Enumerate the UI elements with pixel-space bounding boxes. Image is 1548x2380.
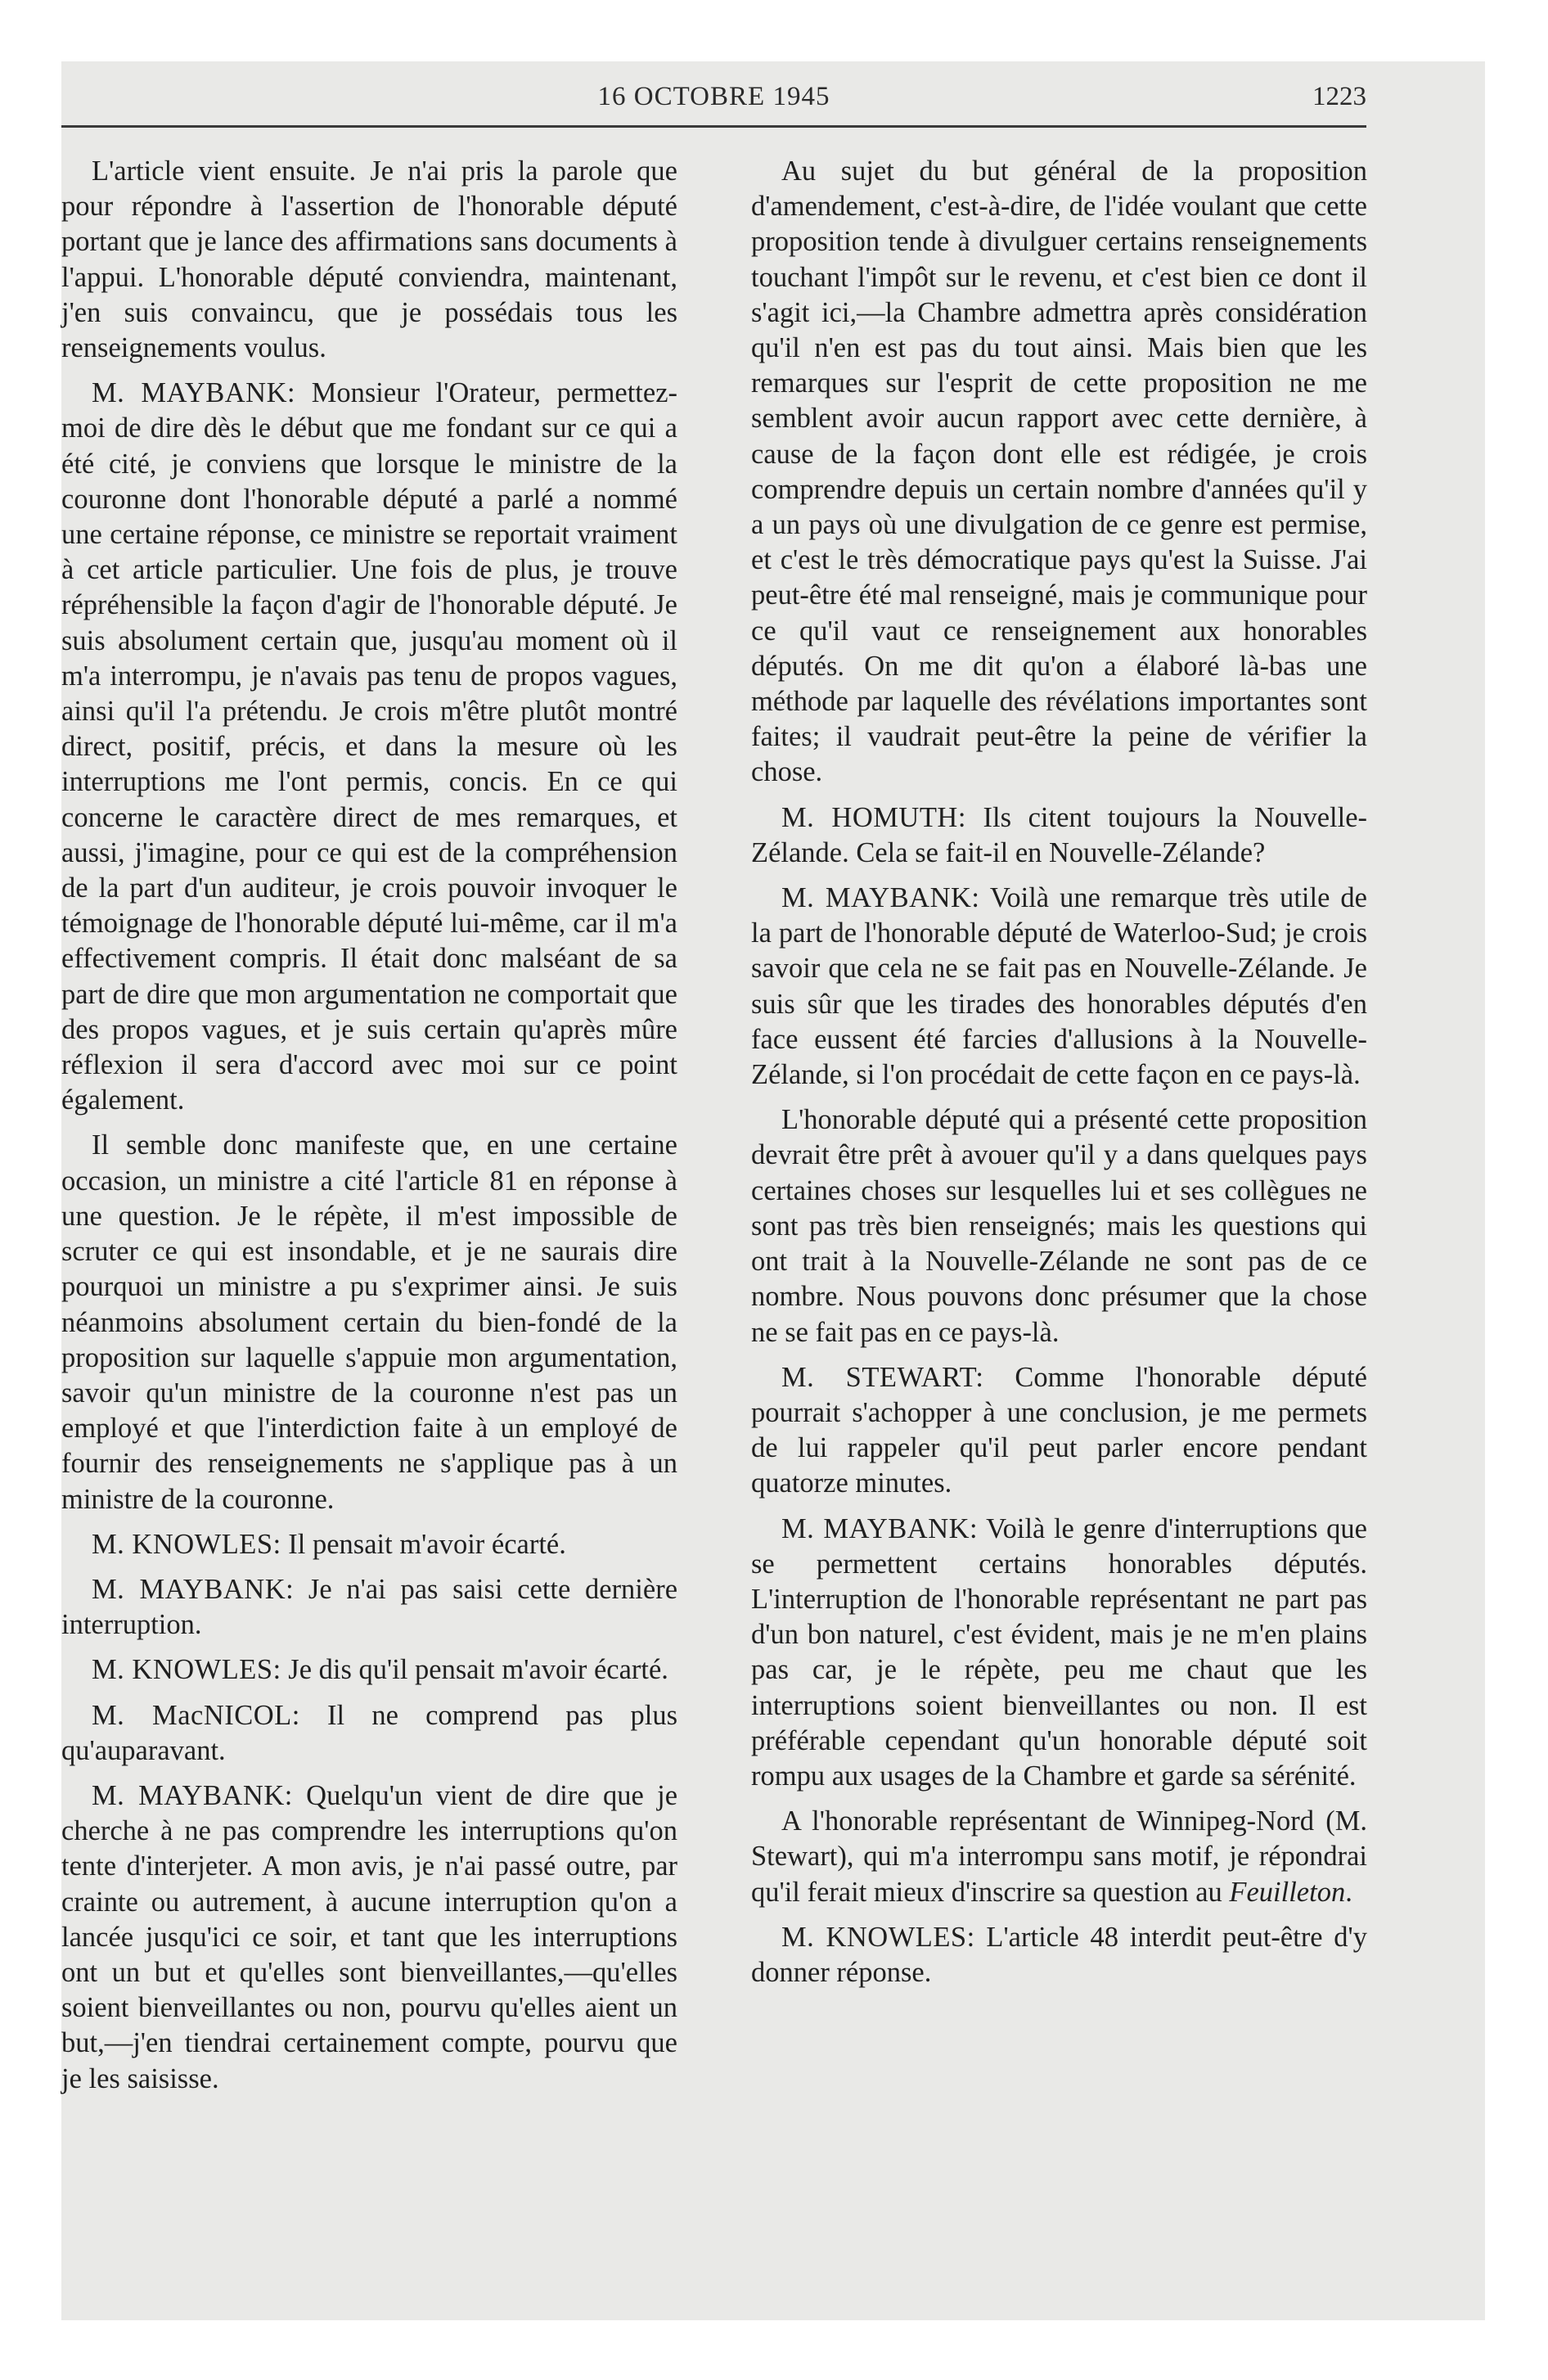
page-header <box>61 82 1366 131</box>
paragraph-text-tail: . <box>1345 1876 1352 1908</box>
paragraph-text: Au sujet du but général de la proposition d'amendement, c'est-à-dire, de l'idée voulant que cette proposition tende à divulguer certains renseignements touchant l'impôt sur le revenu, et c'est bien ce dont il s'agit ici,—la Chambre admettra après considération qu'il n'en est pas du tout ainsi. Mais bien que les remarques sur l'esprit de cette proposition ne me semblent avoir aucun rapport avec cette dernière, à cause de la façon dont elle est rédigée, je crois comprendre depuis un certain nombre d'années qu'il y a un pays où une divulgation de ce genre est permise, et c'est le très démocratique pays qu'est la Suisse. J'ai peut-être été mal renseigné, mais je communique pour ce qu'il vaut ce renseignement aux honorables députés. On me dit qu'on a élaboré là-bas une méthode par laquelle des révélations importantes sont faites; il vaudrait peut-être la peine de vérifier la chose. <box>751 156 1367 788</box>
right-column <box>751 154 1367 1990</box>
paragraph <box>751 154 1367 791</box>
paragraph <box>61 1778 677 2097</box>
paragraph-text: Il pensait m'avoir écarté. <box>288 1528 566 1560</box>
speaker: M. MAYBANK: <box>92 1573 295 1605</box>
paragraph-text: Je n'ai pas saisi cette dernière interruption. <box>61 1573 678 1641</box>
paragraph <box>61 1128 677 1517</box>
paragraph-text: Quelqu'un vient de dire que je cherche à ne pas comprendre les interruptions qu'on tente d'interjeter. A mon avis, je n'ai passé outre, par crainte ou autrement, à aucune interruption qu'on a lancée jusqu'ici ce soir, et tant que les interruptions ont un but et qu'elles sont bienveillantes,—qu'elles soient bienveillantes ou non, pourvu qu'elles aient un but,—j'en tiendrai certainement compte, pourvu que je les saisisse. <box>61 1779 678 2094</box>
paragraph-text: Voilà une remarque très utile de la part de l'honorable député de Waterloo-Sud; je crois savoir que cela ne se fait pas en Nouvelle-Zélande. Je suis sûr que les tirades des honorables députés d'en face eussent été farcies d'allusions à la Nouvelle-Zélande, si l'on procédait de cette façon en ce pays-là. <box>751 882 1367 1091</box>
paragraph <box>751 1102 1367 1350</box>
speaker: M. MacNICOL: <box>92 1699 300 1731</box>
paragraph-text: Monsieur l'Orateur, permettez-moi de dire dès le début que me fondant sur ce qui a été cité, je conviens que lorsque le ministre de la couronne dont l'honorable député a parlé a nommé une certaine réponse, ce ministre se reportait vraiment à cet article particulier. Une fois de plus, je trouve répréhensible la façon d'agir de l'honorable député. Je suis absolument certain que, jusqu'au moment où il m'a interrompu, je n'avais pas tenu de propos vagues, ainsi qu'il l'a prétendu. Je crois m'être plutôt montré direct, positif, précis, et dans la mesure où les interruptions me l'ont permis, concis. En ce qui concerne le caractère direct de mes remarques, et aussi, j'imagine, pour ce qui est de la compréhension de la part d'un auditeur, je crois pouvoir invoquer le témoignage de l'honorable député lui-même, car il m'a effectivement compris. Il était donc malséant de sa part de dire que mon argumentation ne comportait que des propos vagues, et je suis certain qu'après mûre réflexion il sera d'accord avec moi sur ce point également. <box>61 377 678 1116</box>
paragraph-text: Je dis qu'il pensait m'avoir écarté. <box>288 1654 668 1686</box>
paragraph-text: Il semble donc manifeste que, en une certaine occasion, un ministre a cité l'article 81 en réponse à une question. Je le répète, il m'est impossible de scruter ce qui est insondable, et je ne saurais dire pourquoi un ministre a pu s'exprimer ainsi. Je suis néanmoins absolument certain du bien-fondé de la proposition sur laquelle s'appuie mon argumentation, savoir qu'un ministre de la couronne n'est pas un employé et que l'interdiction faite à un employé de fournir des renseignements ne s'applique pas à un ministre de la couronne. <box>61 1129 677 1515</box>
paragraph-text: Voilà le genre d'interruptions que se permettent certains honorables députés. L'interruption de l'honorable représentant ne part pas d'un bon naturel, c'est évident, mais je ne m'en plains pas car, je le répète, peu me chaut que les interruptions soient bienveillantes ou non. Il est préférable cependant qu'un honorable député soit rompu aux usages de la Chambre et garde sa sérénité. <box>751 1512 1367 1792</box>
paragraph-text: Comme l'honorable député pourrait s'achopper à une conclusion, je me permets de lui rappeler qu'il peut parler encore pendant quatorze minutes. <box>751 1361 1367 1499</box>
paragraph-text: L'honorable député qui a présenté cette proposition devrait être prêt à avouer qu'il y a dans quelques pays certaines choses sur lesquelles lui et ses collègues ne sont pas très bien renseignés; mais les questions qui ont trait à la Nouvelle-Zélande ne sont pas de ce nombre. Nous pouvons donc présumer que la chose ne se fait pas en ce pays-là. <box>751 1104 1367 1348</box>
paragraph <box>751 800 1367 871</box>
speaker: M. HOMUTH: <box>781 801 966 833</box>
paragraph <box>751 1360 1367 1502</box>
speaker: M. MAYBANK: <box>781 1512 979 1544</box>
paragraph-text: A l'honorable représentant de Winnipeg-Nord (M. Stewart), qui m'a interrompu sans motif, je répondrai qu'il ferait mieux d'inscrire sa question au <box>751 1805 1367 1908</box>
paragraph <box>61 1698 677 1769</box>
header-rule <box>61 125 1366 128</box>
paragraph <box>61 1527 677 1562</box>
speaker: M. KNOWLES: <box>781 1921 975 1953</box>
paragraph <box>61 1652 677 1688</box>
speaker: M. KNOWLES: <box>92 1654 281 1686</box>
left-column <box>61 154 677 2097</box>
paragraph <box>751 1920 1367 1990</box>
paragraph-text: Ils citent toujours la Nouvelle-Zélande. Cela se fait-il en Nouvelle-Zélande? <box>751 801 1367 868</box>
paragraph <box>751 881 1367 1093</box>
paragraph <box>751 1512 1367 1795</box>
paragraph-text: L'article vient ensuite. Je n'ai pris la parole que pour répondre à l'assertion de l'honorable député portant que je lance des affirmations sans documents à l'appui. L'honorable député conviendra, maintenant, j'en suis convaincu, que je possédais tous les renseignements voulus. <box>61 156 677 364</box>
paragraph <box>61 376 677 1118</box>
speaker: M. MAYBANK: <box>781 882 980 914</box>
paragraph <box>61 154 677 366</box>
paragraph <box>61 1572 677 1643</box>
speaker: M. MAYBANK: <box>92 1779 293 1811</box>
paragraph-text: Il ne comprend pas plus qu'auparavant. <box>61 1699 677 1766</box>
page-number: 1223 <box>1312 82 1366 111</box>
paragraph <box>751 1804 1367 1910</box>
speaker: M. MAYBANK: <box>92 377 296 409</box>
header-date: 16 OCTOBRE 1945 <box>597 82 830 111</box>
speaker: M. KNOWLES: <box>92 1528 281 1560</box>
paragraph-text: L'article 48 interdit peut-être d'y donner réponse. <box>751 1921 1368 1988</box>
speaker: M. STEWART: <box>781 1361 984 1393</box>
italic-term: Feuilleton <box>1229 1876 1346 1908</box>
